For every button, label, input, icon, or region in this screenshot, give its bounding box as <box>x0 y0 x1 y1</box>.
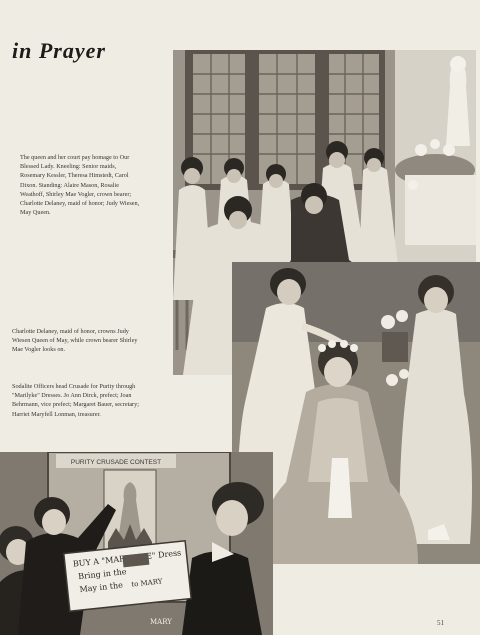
sign-line-1: BUY A Dress <box>72 548 182 569</box>
page-number: 51 <box>437 619 444 627</box>
sign-line-2: Bring in the <box>77 567 127 582</box>
page-heading: in Prayer <box>12 38 106 63</box>
sign-line-4: to MARY <box>130 577 163 589</box>
sign-bottom: MARY <box>150 618 172 626</box>
photo-sodality-officers <box>0 452 273 635</box>
sign-line-3: May in the <box>79 580 124 595</box>
caption-sodality: Sodalite Officers head Crusade for Purity through "Marilyke" Dresses. Jo Ann Dirck, prefect; Joan Behrmann, vice prefect; Margaret Bauer, secretary; Harriet Maryfell Lonman, treasurer. <box>12 383 139 418</box>
poster-banner: PURITY CRUSADE CONTEST <box>70 459 162 466</box>
caption-crowning: Charlotte Delaney, maid of honor, crowns Judy Wiesen Queen of May, while crown bearer Shirley Mae Vogler looks on. <box>12 328 138 354</box>
caption-queen-court: The queen and her court pay homage to Our Blessed Lady. Kneeling: Senior maids, Rosemary Kessler, Theresa Himstedt, Carol Dixon. Standing: Alaire Mason, Rosalie Weathoff, Shirley Mae Vogler, crown bearer; Charlotte Delaney, maid of honor; Judy Wiesen, May Queen. <box>20 154 140 217</box>
